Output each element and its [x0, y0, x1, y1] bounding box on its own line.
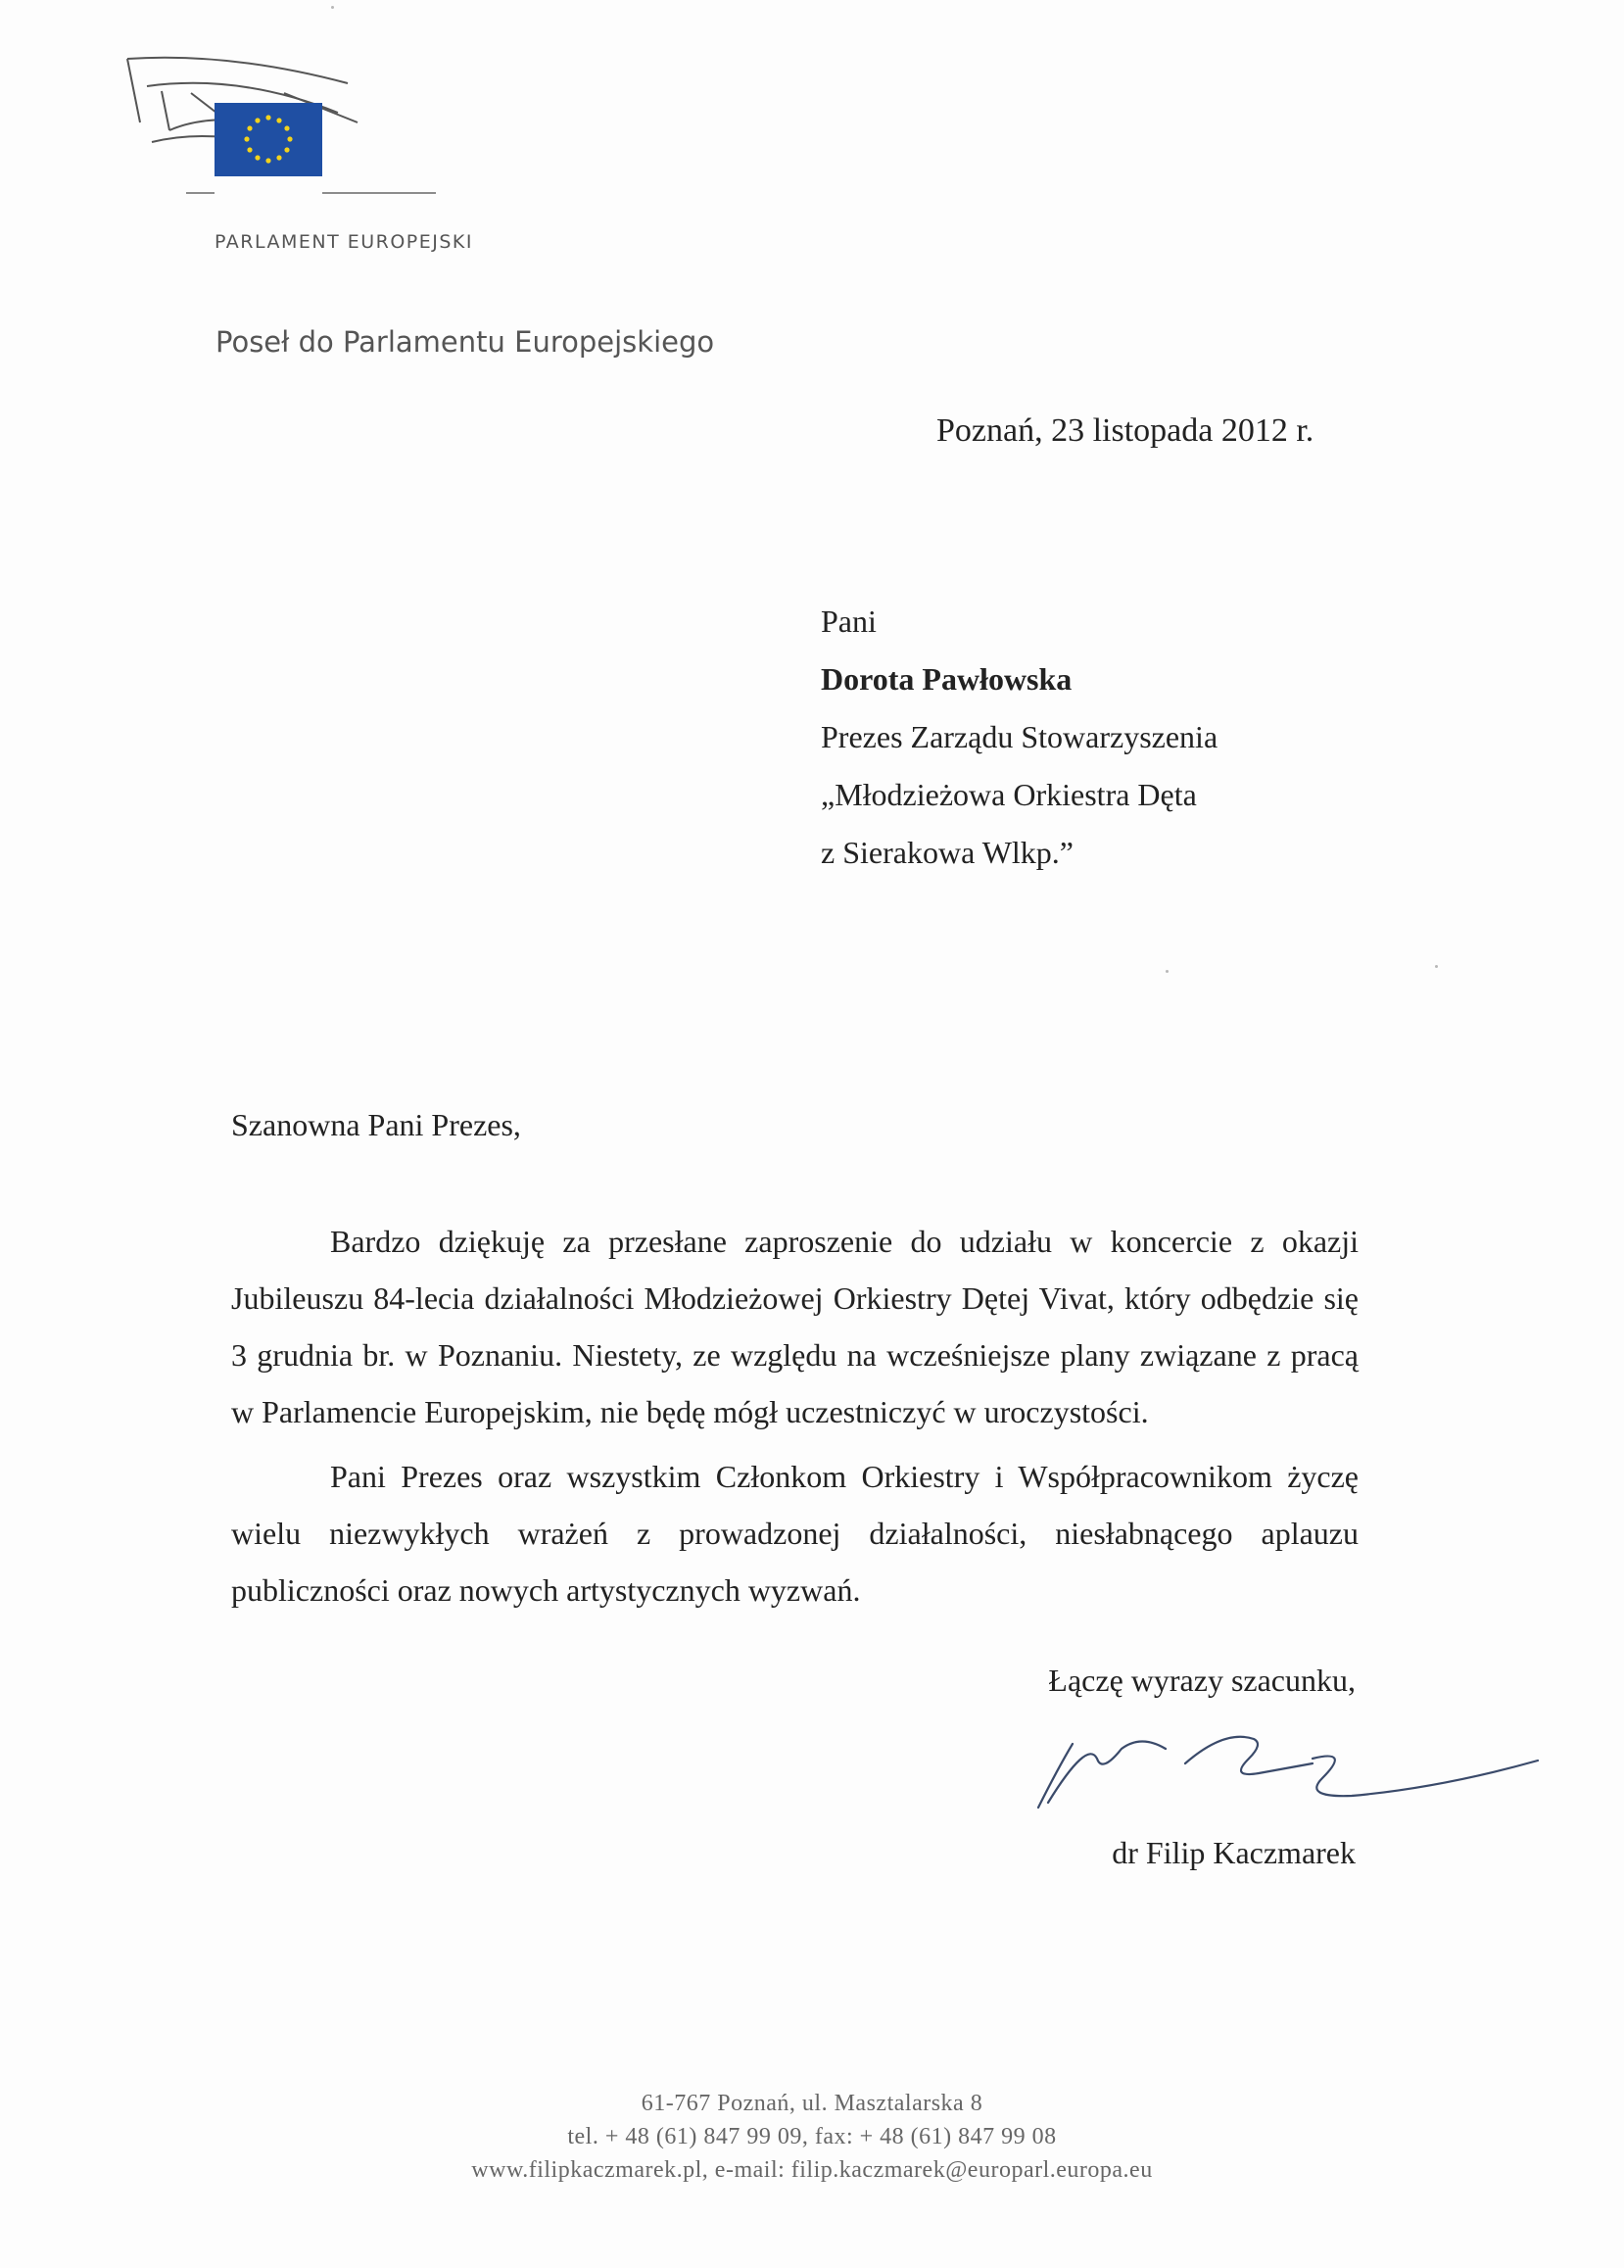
salutation: Szanowna Pani Prezes, — [231, 1107, 521, 1142]
paragraph: Bardzo dziękuję za przesłane zaproszenie do udziału w koncercie z okazji Jubileuszu 84-lecia działalności Młodzieżowej Orkiestry Dętej Vivat, który odbędzie się 3 grudnia br. w Poznaniu. Niestety, ze względu na wcześniejsze plany związane z pracą w Parlamencie Europejskim, nie będę mógł uczestniczyć w uroczystości. — [231, 1224, 1359, 1429]
organization-name: PARLAMENT EUROPEJSKI — [215, 231, 473, 253]
footer-contact — [0, 2087, 1624, 2187]
letter-date: Poznań, 23 listopada 2012 r. — [936, 412, 1314, 449]
scan-speck — [1435, 965, 1438, 968]
recipient-org-line1: „Młodzieżowa Orkiestra Dęta — [821, 777, 1197, 812]
european-parliament-logo — [122, 54, 455, 201]
scan-speck — [331, 6, 334, 9]
scan-speck — [1166, 970, 1169, 973]
recipient-title: Prezes Zarządu Stowarzyszenia — [821, 719, 1218, 754]
closing-line: Łączę wyrazy szacunku, — [1048, 1663, 1356, 1698]
recipient-org-line2: z Sierakowa Wlkp.” — [821, 835, 1074, 870]
footer-phone: tel. + 48 (61) 847 99 09, fax: + 48 (61) 847 99 08 — [567, 2124, 1057, 2149]
recipient-honorific: Pani — [821, 603, 877, 639]
footer-web-email: www.filipkaczmarek.pl, e-mail: filip.kaczmarek@europarl.europa.eu — [471, 2157, 1153, 2183]
footer-address: 61-767 Poznań, ul. Masztalarska 8 — [641, 2091, 983, 2116]
sender-title: Poseł do Parlamentu Europejskiego — [215, 325, 715, 359]
recipient-name: Dorota Pawłowska — [821, 661, 1073, 697]
letter-body — [231, 1213, 1359, 1626]
paragraph: Pani Prezes oraz wszystkim Członkom Orkiestry i Współpracownikom życzę wielu niezwykłych wrażeń z prowadzonej działalności, niesłabnącego aplauzu publiczności oraz nowych artystycznych wyzwań. — [231, 1459, 1359, 1608]
signer-name: dr Filip Kaczmarek — [1112, 1835, 1356, 1870]
handwritten-signature — [1028, 1719, 1557, 1827]
recipient-block — [821, 593, 1218, 882]
